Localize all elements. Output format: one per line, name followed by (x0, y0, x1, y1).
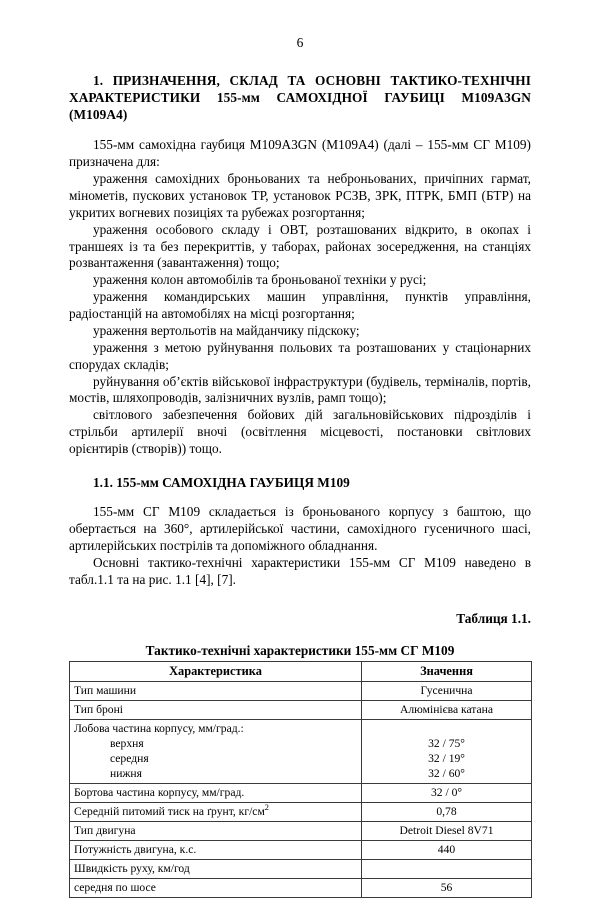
table-row (70, 681, 532, 700)
column-header-value: Значення (362, 661, 532, 681)
cell-value: 56 (362, 879, 532, 898)
table-row (70, 841, 532, 860)
purpose-item-4: ураження вертольотів на майданчику підскоку; (69, 323, 531, 340)
table-row (70, 860, 532, 879)
cell-value: Detroit Diesel 8V71 (362, 822, 532, 841)
table-row (70, 822, 532, 841)
cell-value: 32 / 0° (362, 784, 532, 803)
sub-item-value: 32 / 60° (366, 766, 527, 781)
column-header-characteristic: Характеристика (70, 661, 362, 681)
sub-item-label: верхня (74, 736, 357, 751)
cell-characteristic: Тип броні (70, 700, 362, 719)
cell-characteristic: Тип машини (70, 681, 362, 700)
cell-characteristic: Потужність двигуна, к.с. (70, 841, 362, 860)
cell-characteristic: середня по шосе (70, 879, 362, 898)
purpose-item-3: ураження командирських машин управління, пунктів управління, радіостанцій на автомобілях на місці розгортання; (69, 289, 531, 323)
purpose-item-1: ураження особового складу і ОВТ, розташованих відкрито, в окопах і траншеях із та без перекриттів, у таборах, районах зосередження, на станціях розвантаження (завантаження) тощо; (69, 222, 531, 273)
cell-characteristic: Швидкість руху, км/год (70, 860, 362, 879)
page-number: 6 (0, 36, 600, 50)
purpose-item-0: ураження самохідних броньованих та неброньованих, причіпних гармат, мінометів, пускових установок ТР, установок РСЗВ, ЗРК, ПТРК, БМП (БТР) на укритих вогневих позиціях та рубежах розгортання; (69, 171, 531, 222)
cell-value (362, 860, 532, 879)
cell-value: 0,78 (362, 803, 532, 822)
section-heading-1-1: 1.1. 155-мм САМОХІДНА ГАУБИЦЯ M109 (69, 474, 531, 491)
table-body (70, 681, 532, 898)
group-title: Лобова частина корпусу, мм/град.: (74, 721, 357, 736)
cell-value: Алюмінієва катана (362, 700, 532, 719)
cell-characteristic: Тип двигуна (70, 822, 362, 841)
group-title-spacer (366, 721, 527, 736)
purpose-item-6: руйнування об’єктів військової інфраструктури (будівель, терміналів, портів, мостів, шляхопроводів, залізничних вузлів, рамп тощо); (69, 374, 531, 408)
cell-characteristic: Середній питомий тиск на ґрунт, $кг/см^2$ (70, 803, 362, 822)
purpose-item-7: світлового забезпечення бойових дій загальновійськових підрозділів і стрільби артилерії вночі (освітлення місцевості, постановки світлових орієнтирів (створів)) тощо. (69, 407, 531, 458)
table-row (70, 784, 532, 803)
table-row (70, 879, 532, 898)
page-content (69, 50, 531, 898)
table-header-row (70, 661, 532, 681)
table-number-label: Таблиця 1.1. (69, 611, 531, 627)
cell-value: 440 (362, 841, 532, 860)
purpose-item-5: ураження з метою руйнування польових та розташованих у стаціонарних спорудах складів; (69, 340, 531, 374)
specifications-table (69, 661, 532, 898)
sub-item-label: середня (74, 751, 357, 766)
cell-characteristic: Бортова частина корпусу, мм/град. (70, 784, 362, 803)
sub-item-label: нижня (74, 766, 357, 781)
purpose-item-2: ураження колон автомобілів та броньованої техніки у русі; (69, 272, 531, 289)
sub-item-value: 32 / 75° (366, 736, 527, 751)
section-1-1-paragraph-1: Основні тактико-технічні характеристики 155-мм СГ М109 наведено в табл.1.1 та на рис. 1.1 [4], [7]. (69, 555, 531, 589)
cell-value-group (362, 719, 532, 783)
document-title: 1. ПРИЗНАЧЕННЯ, СКЛАД ТА ОСНОВНІ ТАКТИКО-ТЕХНІЧНІ ХАРАКТЕРИСТИКИ 155-мм САМОХІДНОЇ ГАУБИЦІ M109A3GN (M109A4) (69, 72, 531, 124)
table-row (70, 700, 532, 719)
table-caption: Тактико-технічні характеристики 155-мм СГ М109 (69, 643, 531, 659)
cell-characteristic-group (70, 719, 362, 783)
section-1-1-paragraph-0: 155-мм СГ М109 складається із броньованого корпусу з баштою, що обертається на 360°, артилерійської частини, самохідного гусеничного шасі, артилерійських пострілів та допоміжного обладнання. (69, 504, 531, 555)
intro-paragraph: 155-мм самохідна гаубиця M109A3GN (M109A4) (далі – 155-мм СГ М109) призначена для: (69, 137, 531, 171)
table-row-grouped (70, 719, 532, 783)
sub-item-value: 32 / 19° (366, 751, 527, 766)
table-row (70, 803, 532, 822)
cell-value: Гусенична (362, 681, 532, 700)
document-page (0, 36, 600, 885)
